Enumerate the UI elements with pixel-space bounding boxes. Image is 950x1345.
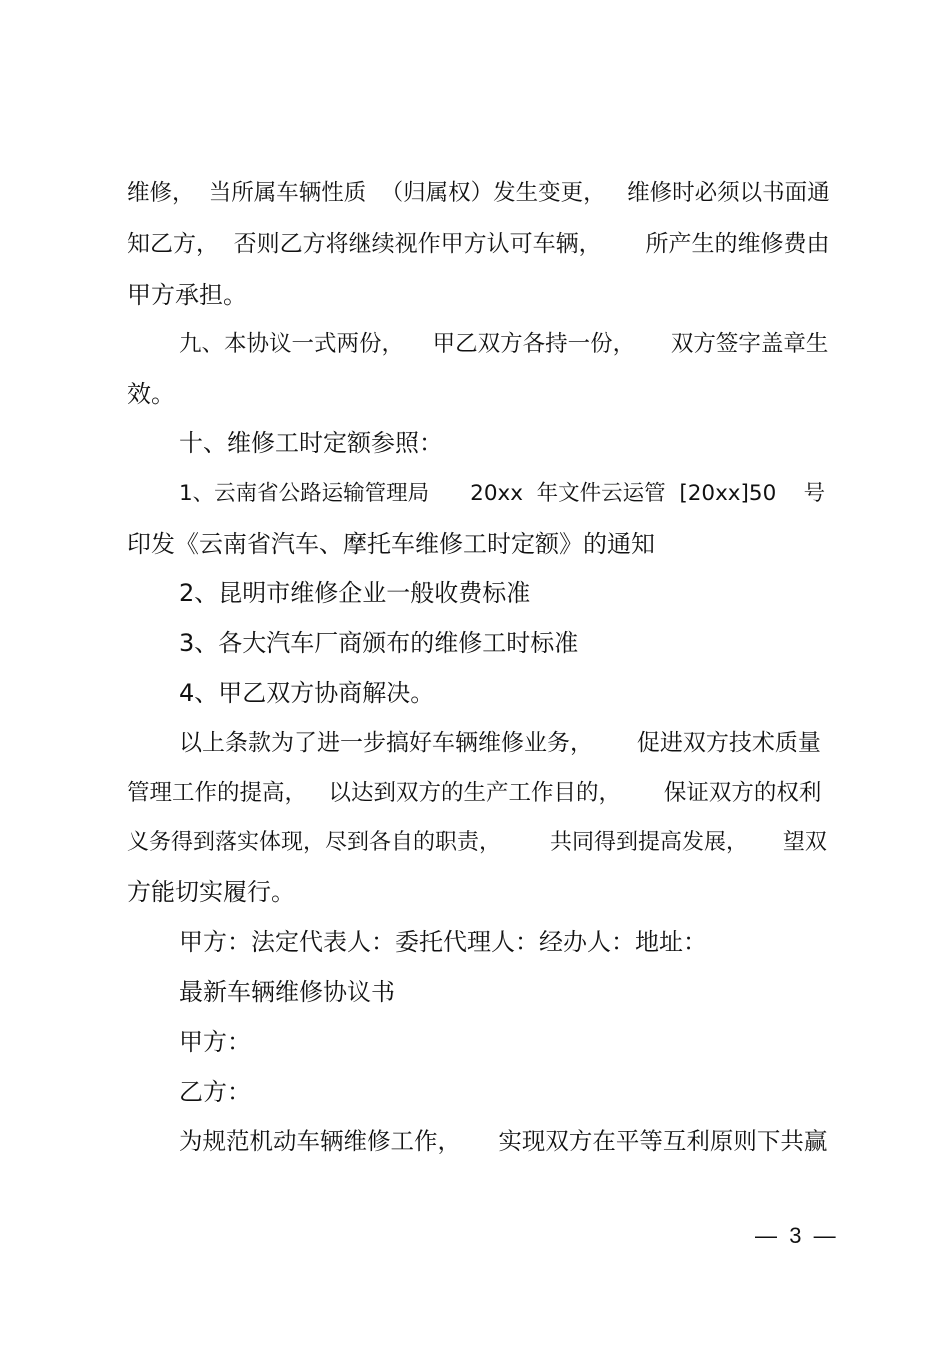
text-line: 1、云南省公路运输管理局 20xx 年文件云运管 [20xx]50 号 — [179, 481, 826, 506]
page-number: — 3 — — [755, 1223, 836, 1248]
text-line: 九、本协议一式两份， 甲乙双方各持一份， 双方签字盖章生 — [179, 331, 829, 357]
text-line: 甲方：法定代表人：委托代理人：经办人：地址： — [179, 928, 707, 956]
text-line: 效。 — [127, 380, 175, 408]
text-line: 3、各大汽车厂商颁布的维修工时标准 — [179, 629, 579, 657]
text-line: 维修， 当所属车辆性质 （归属权）发生变更， 维修时必须以书面通 — [127, 180, 830, 206]
text-line: 为规范机动车辆维修工作， 实现双方在平等互利原则下共赢 — [179, 1127, 828, 1155]
text-line: 十、维修工时定额参照： — [179, 429, 443, 457]
text-line: 甲方承担。 — [127, 281, 247, 309]
text-line: 义务得到落实体现，尽到各自的职责， 共同得到提高发展， 望双 — [127, 830, 827, 855]
text-line: 以上条款为了进一步搞好车辆维修业务， 促进双方技术质量 — [179, 730, 821, 756]
text-line: 最新车辆维修协议书 — [179, 978, 395, 1006]
text-line: 印发《云南省汽车、摩托车维修工时定额》的通知 — [127, 530, 655, 558]
text-line: 甲方： — [179, 1028, 251, 1056]
text-line: 方能切实履行。 — [127, 878, 295, 906]
text-line: 知乙方， 否则乙方将继续视作甲方认可车辆， 所产生的维修费由 — [127, 231, 830, 257]
text-line: 4、甲乙双方协商解决。 — [179, 679, 435, 707]
text-line: 乙方： — [179, 1078, 251, 1106]
text-line: 2、昆明市维修企业一般收费标准 — [179, 579, 531, 607]
text-line: 管理工作的提高， 以达到双方的生产工作目的， 保证双方的权利 — [127, 780, 822, 806]
